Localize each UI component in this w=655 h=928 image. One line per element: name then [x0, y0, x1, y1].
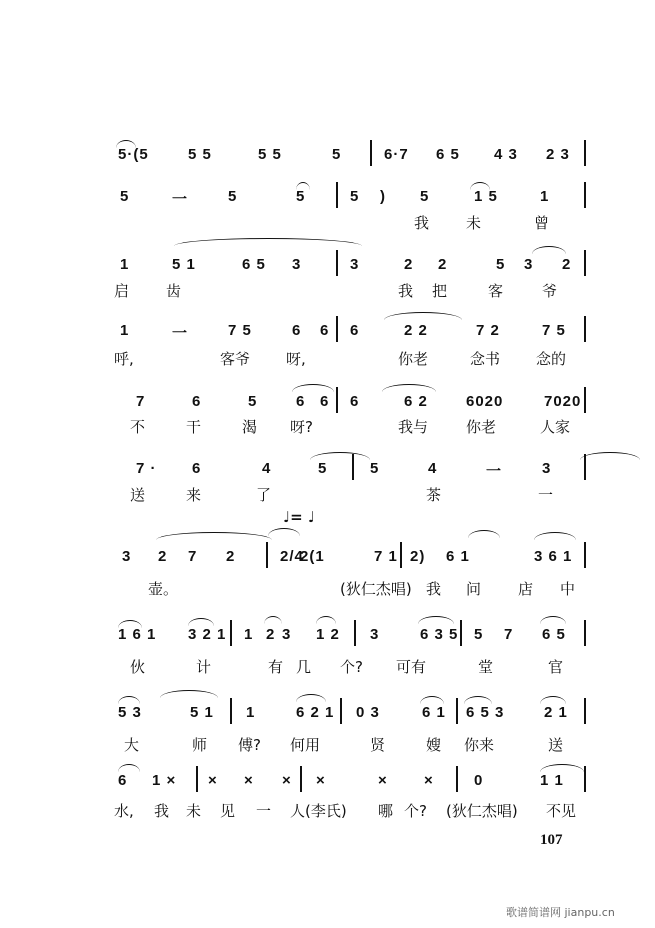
note-group: 3 6 1: [534, 548, 573, 565]
note-group: ×: [316, 772, 326, 789]
lyric-text: 念的: [536, 350, 567, 368]
lyric-text: 问: [466, 580, 482, 598]
note-group: 6 5: [242, 256, 266, 273]
lyric-text: 我: [154, 802, 170, 820]
bar-line: [584, 766, 586, 792]
lyric-text: 呀,: [286, 350, 306, 368]
lyric-text: 送: [548, 736, 564, 754]
note-group: 2 1: [544, 704, 568, 721]
note-group: 7 2: [476, 322, 500, 339]
note-group: 2(1: [300, 548, 325, 565]
lyric-text: 不: [130, 418, 146, 436]
lyric-text: 伙: [130, 658, 146, 676]
lyric-text: 爷: [542, 282, 558, 300]
lyric-text: 水,: [114, 802, 134, 820]
note-group: 6: [350, 393, 360, 410]
lyric-text: 我: [426, 580, 442, 598]
note-group: 5: [496, 256, 506, 273]
note-group: 5: [120, 188, 130, 205]
slur-mark: [470, 182, 490, 190]
lyric-text: 个?: [340, 658, 363, 676]
bar-line: [456, 766, 458, 792]
slur-mark: [316, 616, 336, 624]
lyric-text: 你老: [398, 350, 429, 368]
bar-line: [400, 542, 402, 568]
lyric-text: 壶。: [148, 580, 179, 598]
lyric-text: 几: [296, 658, 312, 676]
slur-mark: [174, 238, 362, 246]
watermark: 歌谱简谱网 jianpu.cn: [506, 906, 615, 919]
bar-line: [584, 182, 586, 208]
slur-mark: [532, 246, 566, 254]
note-group: 1 5: [474, 188, 498, 205]
lyric-text: 贤: [370, 736, 386, 754]
note-group: 1: [244, 626, 254, 643]
slur-mark: [296, 694, 326, 702]
note-group: 2 2: [404, 322, 428, 339]
note-group: 2: [226, 548, 236, 565]
note-group: 7020: [544, 393, 582, 410]
lyric-text: 个?: [404, 802, 427, 820]
note-group: ×: [282, 772, 292, 789]
lyric-text: 哪: [378, 802, 394, 820]
note-group: 6: [118, 772, 128, 789]
note-group: 6020: [466, 393, 504, 410]
slur-mark: [156, 532, 272, 540]
lyric-text: 何用: [290, 736, 321, 754]
slur-mark: [540, 616, 566, 624]
bar-line: [340, 698, 342, 724]
lyric-text: 一: [256, 802, 272, 820]
note-group: 5: [420, 188, 430, 205]
note-group: 2: [404, 256, 414, 273]
bar-line: [584, 250, 586, 276]
slur-mark: [118, 764, 140, 772]
lyric-text: 中: [560, 580, 576, 598]
slur-mark: [160, 690, 218, 698]
lyric-text: 可有: [396, 658, 427, 676]
page-number: 107: [540, 832, 563, 848]
bar-line: [230, 698, 232, 724]
note-group: 6: [320, 322, 330, 339]
note-group: 3: [524, 256, 534, 273]
note-group: 1 1: [540, 772, 564, 789]
note-group: 2: [438, 256, 448, 273]
slur-mark: [540, 696, 566, 704]
note-group: 5: [318, 460, 328, 477]
note-group: 5: [228, 188, 238, 205]
lyric-text: 未: [186, 802, 202, 820]
slur-mark: [296, 182, 310, 190]
note-group: 7 5: [228, 322, 252, 339]
lyric-text: 未: [466, 214, 482, 232]
slur-mark: [384, 312, 462, 320]
lyric-text: 你来: [464, 736, 495, 754]
slur-mark: [418, 616, 454, 624]
lyric-text: 大: [124, 736, 140, 754]
note-group: ×: [378, 772, 388, 789]
note-group: 6 1: [422, 704, 446, 721]
note-group: 3: [122, 548, 132, 565]
lyric-text: 呼,: [114, 350, 134, 368]
note-group: 6 1: [446, 548, 470, 565]
bar-line: [336, 250, 338, 276]
lyric-text: 呀?: [290, 418, 313, 436]
note-group: ): [380, 188, 386, 205]
lyric-text: 启: [114, 282, 130, 300]
note-group: 7 5: [542, 322, 566, 339]
note-group: 5: [296, 188, 306, 205]
lyric-text: (狄仁杰唱): [446, 802, 518, 820]
note-group: 2: [158, 548, 168, 565]
note-group: 4: [428, 460, 438, 477]
note-group: 6 5: [436, 146, 460, 163]
note-group: 0 3: [356, 704, 380, 721]
note-group: 4 3: [494, 146, 518, 163]
note-group: 3: [542, 460, 552, 477]
bar-line: [584, 140, 586, 166]
note-group: 5 3: [118, 704, 142, 721]
bar-line: [196, 766, 198, 792]
lyric-text: 不见: [546, 802, 577, 820]
note-group: 1 2: [316, 626, 340, 643]
note-group: 3: [282, 626, 292, 643]
note-group: 6: [292, 322, 302, 339]
lyric-text: 念书: [470, 350, 501, 368]
lyric-text: 人(李氏): [290, 802, 347, 820]
bar-line: [230, 620, 232, 646]
note-group: 3 2 1: [188, 626, 227, 643]
lyric-text: (狄仁杰唱): [340, 580, 412, 598]
note-group: 6 3 5: [420, 626, 459, 643]
note-group: 5: [332, 146, 342, 163]
lyric-text: 人家: [540, 418, 571, 436]
note-group: 一: [172, 191, 189, 208]
slur-mark: [118, 696, 140, 704]
note-group: 1: [120, 256, 130, 273]
note-group: 6·7: [384, 146, 409, 163]
note-group: 1 6 1: [118, 626, 157, 643]
note-group: 7: [504, 626, 514, 643]
slur-mark: [534, 532, 576, 540]
bar-line: [460, 620, 462, 646]
note-group: 2: [562, 256, 572, 273]
note-group: 6: [350, 322, 360, 339]
note-group: 6 5: [542, 626, 566, 643]
note-group: 7: [136, 393, 146, 410]
note-group: 1: [120, 322, 130, 339]
slur-mark: [116, 140, 136, 148]
slur-mark: [580, 452, 640, 460]
lyric-text: 我: [398, 282, 414, 300]
note-group: 1: [540, 188, 550, 205]
slur-mark: [188, 618, 214, 626]
note-group: 1: [246, 704, 256, 721]
note-group: 一: [172, 325, 189, 342]
bar-line: [584, 542, 586, 568]
slur-mark: [464, 696, 492, 704]
lyric-text: 渴: [242, 418, 258, 436]
note-group: 5: [474, 626, 484, 643]
slur-mark: [264, 616, 282, 624]
bar-line: [584, 698, 586, 724]
note-group: 6: [320, 393, 330, 410]
note-group: 一: [486, 463, 503, 480]
lyric-text: 茶: [426, 486, 442, 504]
note-group: 6: [296, 393, 306, 410]
note-group: ×: [244, 772, 254, 789]
lyric-text: 师: [192, 736, 208, 754]
slur-mark: [540, 764, 584, 772]
lyric-text: 一: [538, 486, 554, 504]
note-group: 6 2 1: [296, 704, 335, 721]
note-group: 2): [410, 548, 426, 565]
bar-line: [266, 542, 268, 568]
note-group: 1 ×: [152, 772, 177, 789]
lyric-text: 有: [268, 658, 284, 676]
bar-line: [354, 620, 356, 646]
note-group: 5: [350, 188, 360, 205]
lyric-text: 你老: [466, 418, 497, 436]
bar-line: [336, 316, 338, 342]
lyric-text: 客爷: [220, 350, 251, 368]
lyric-text: 客: [488, 282, 504, 300]
note-group: 2 3: [546, 146, 570, 163]
bar-line: [584, 620, 586, 646]
note-group: 5: [248, 393, 258, 410]
note-group: 6: [192, 393, 202, 410]
slur-mark: [468, 530, 500, 538]
note-group: 7: [188, 548, 198, 565]
slur-mark: [292, 384, 334, 392]
slur-mark: [420, 696, 444, 704]
note-group: 5 1: [190, 704, 214, 721]
note-group: ×: [424, 772, 434, 789]
note-group: 2: [266, 626, 276, 643]
note-group: 6: [192, 460, 202, 477]
lyric-text: 见: [220, 802, 236, 820]
note-group: 5 5: [258, 146, 282, 163]
note-group: ×: [208, 772, 218, 789]
note-group: 3: [350, 256, 360, 273]
note-group: 4: [262, 460, 272, 477]
tempo-mark: ♩= ♩: [283, 508, 315, 526]
slur-mark: [268, 528, 300, 536]
lyric-text: 曾: [534, 214, 550, 232]
note-group: 2/4: [280, 548, 304, 565]
lyric-text: 官: [548, 658, 564, 676]
note-group: 7 1: [374, 548, 398, 565]
bar-line: [336, 387, 338, 413]
bar-line: [300, 766, 302, 792]
note-group: 5 5: [188, 146, 212, 163]
note-group: 7 ·: [136, 460, 157, 477]
slur-mark: [310, 452, 370, 460]
lyric-text: 计: [196, 658, 212, 676]
lyric-text: 齿: [166, 282, 182, 300]
lyric-text: 店: [518, 580, 534, 598]
bar-line: [336, 182, 338, 208]
lyric-text: 堂: [478, 658, 494, 676]
note-group: 6 5 3: [466, 704, 505, 721]
slur-mark: [382, 384, 436, 392]
bar-line: [370, 140, 372, 166]
lyric-text: 把: [432, 282, 448, 300]
note-group: 3: [292, 256, 302, 273]
note-group: 5·(5: [118, 146, 149, 163]
lyric-text: 我与: [398, 418, 429, 436]
lyric-text: 嫂: [426, 736, 442, 754]
note-group: 0: [474, 772, 484, 789]
note-group: 3: [370, 626, 380, 643]
lyric-text: 来: [186, 486, 202, 504]
lyric-text: 了: [256, 486, 272, 504]
lyric-text: 送: [130, 486, 146, 504]
bar-line: [584, 316, 586, 342]
bar-line: [456, 698, 458, 724]
note-group: 5 1: [172, 256, 196, 273]
lyric-text: 我: [414, 214, 430, 232]
bar-line: [584, 387, 586, 413]
note-group: 6 2: [404, 393, 428, 410]
lyric-text: 傅?: [238, 736, 261, 754]
slur-mark: [118, 620, 142, 628]
note-group: 5: [370, 460, 380, 477]
lyric-text: 干: [186, 418, 202, 436]
